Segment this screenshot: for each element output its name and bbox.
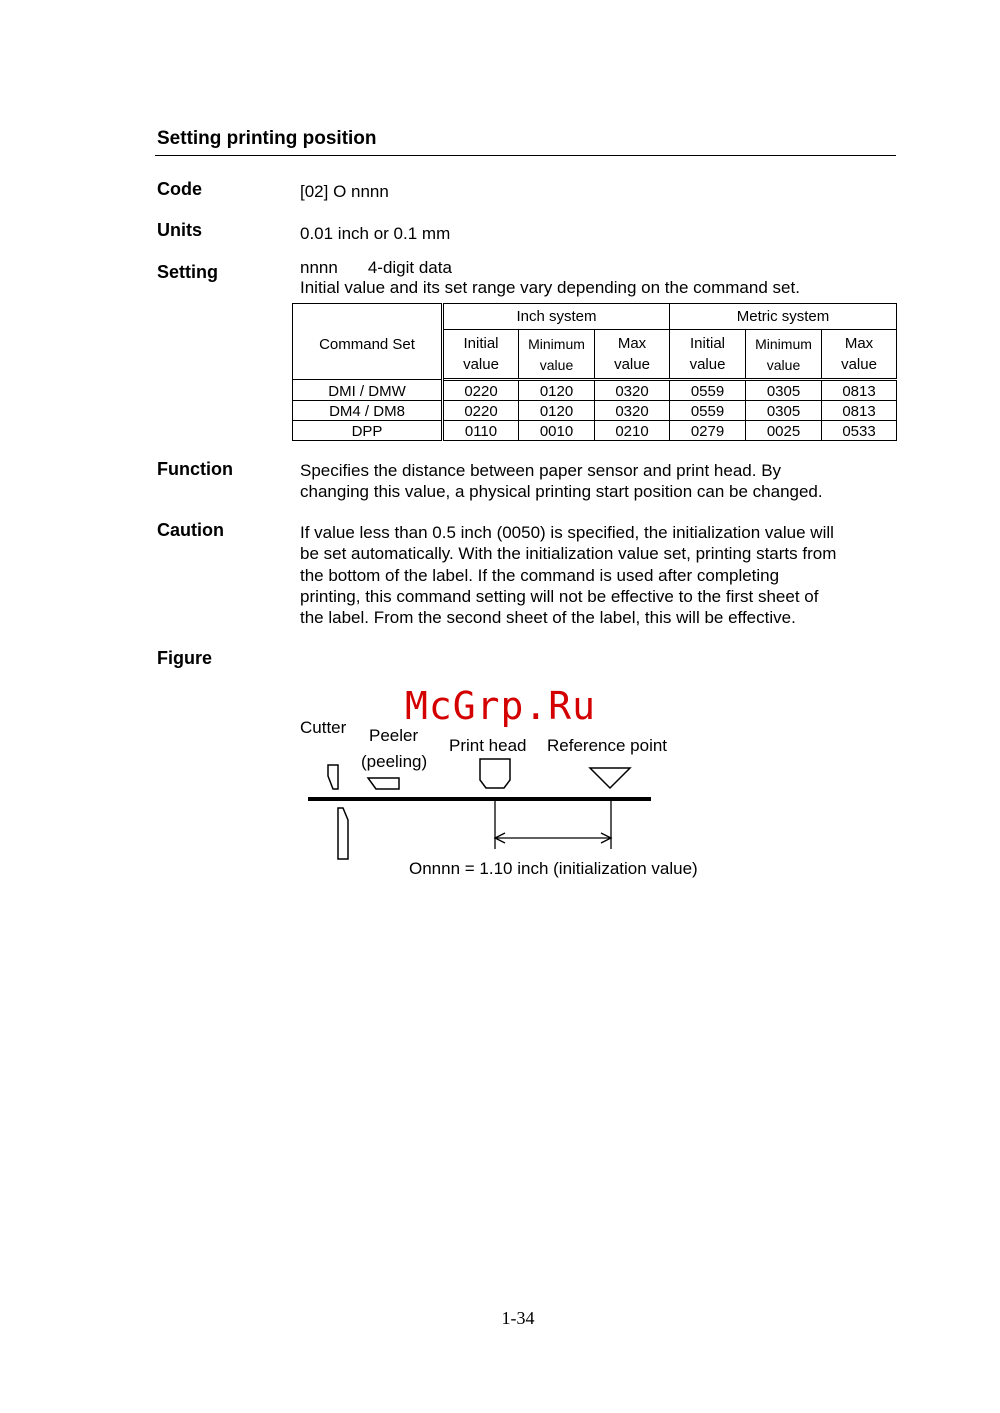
cutter-upper-blade-icon	[328, 765, 338, 789]
reference-point-icon	[590, 768, 630, 788]
caution-line: be set automatically. With the initialization value set, printing starts from	[300, 544, 837, 563]
peeler-label: Peeler	[369, 726, 419, 745]
header-command-set: Command Set	[293, 304, 443, 380]
subheader: Max value	[822, 330, 897, 380]
table-row: DPP 0110 0010 0210 0279 0025 0533	[293, 421, 897, 441]
caution-line: the label. From the second sheet of the label, this will be effective.	[300, 608, 796, 627]
print-head-label: Print head	[449, 736, 527, 755]
subheader: Max value	[595, 330, 670, 380]
reference-point-label: Reference point	[547, 736, 668, 755]
code-label: Code	[157, 179, 202, 199]
function-line: changing this value, a physical printing start position can be changed.	[300, 482, 823, 501]
caution-line: If value less than 0.5 inch (0050) is specified, the initialization value will	[300, 523, 834, 542]
units-label: Units	[157, 220, 202, 240]
print-head-icon	[480, 759, 510, 788]
figure-caption: Onnnn = 1.10 inch (initialization value)	[409, 859, 698, 878]
units-value: 0.01 inch or 0.1 mm	[300, 224, 451, 243]
cutter-label: Cutter	[300, 718, 347, 737]
header-inch-system: Inch system	[443, 304, 670, 330]
setting-param: nnnn	[300, 258, 338, 277]
caution-line: the bottom of the label. If the command is used after completing	[300, 566, 780, 585]
caution-label: Caution	[157, 520, 224, 540]
cutter-lower-blade-icon	[338, 808, 348, 859]
caution-line: printing, this command setting will not be effective to the first sheet of	[300, 587, 819, 606]
subheader: Initial value	[670, 330, 746, 380]
function-label: Function	[157, 459, 233, 479]
peeler-icon	[368, 778, 399, 789]
table-row: DM4 / DM8 0220 0120 0320 0559 0305 0813	[293, 401, 897, 421]
setting-line2: Initial value and its set range vary depending on the command set.	[300, 278, 800, 297]
table-row: DMI / DMW 0220 0120 0320 0559 0305 0813	[293, 380, 897, 401]
subheader: Minimum value	[519, 330, 595, 380]
setting-param-desc: 4-digit data	[367, 258, 452, 277]
function-line: Specifies the distance between paper sensor and print head. By	[300, 461, 782, 480]
subheader: Initial value	[443, 330, 519, 380]
setting-label: Setting	[157, 262, 218, 282]
section-title: Setting printing position	[157, 128, 377, 149]
watermark: McGrp.Ru	[405, 684, 597, 728]
peeling-label: (peeling)	[361, 752, 428, 771]
page-number: 1-34	[501, 1308, 535, 1328]
figure-label: Figure	[157, 648, 213, 668]
code-value: [02] O nnnn	[300, 182, 389, 201]
header-metric-system: Metric system	[670, 304, 897, 330]
subheader: Minimum value	[746, 330, 822, 380]
